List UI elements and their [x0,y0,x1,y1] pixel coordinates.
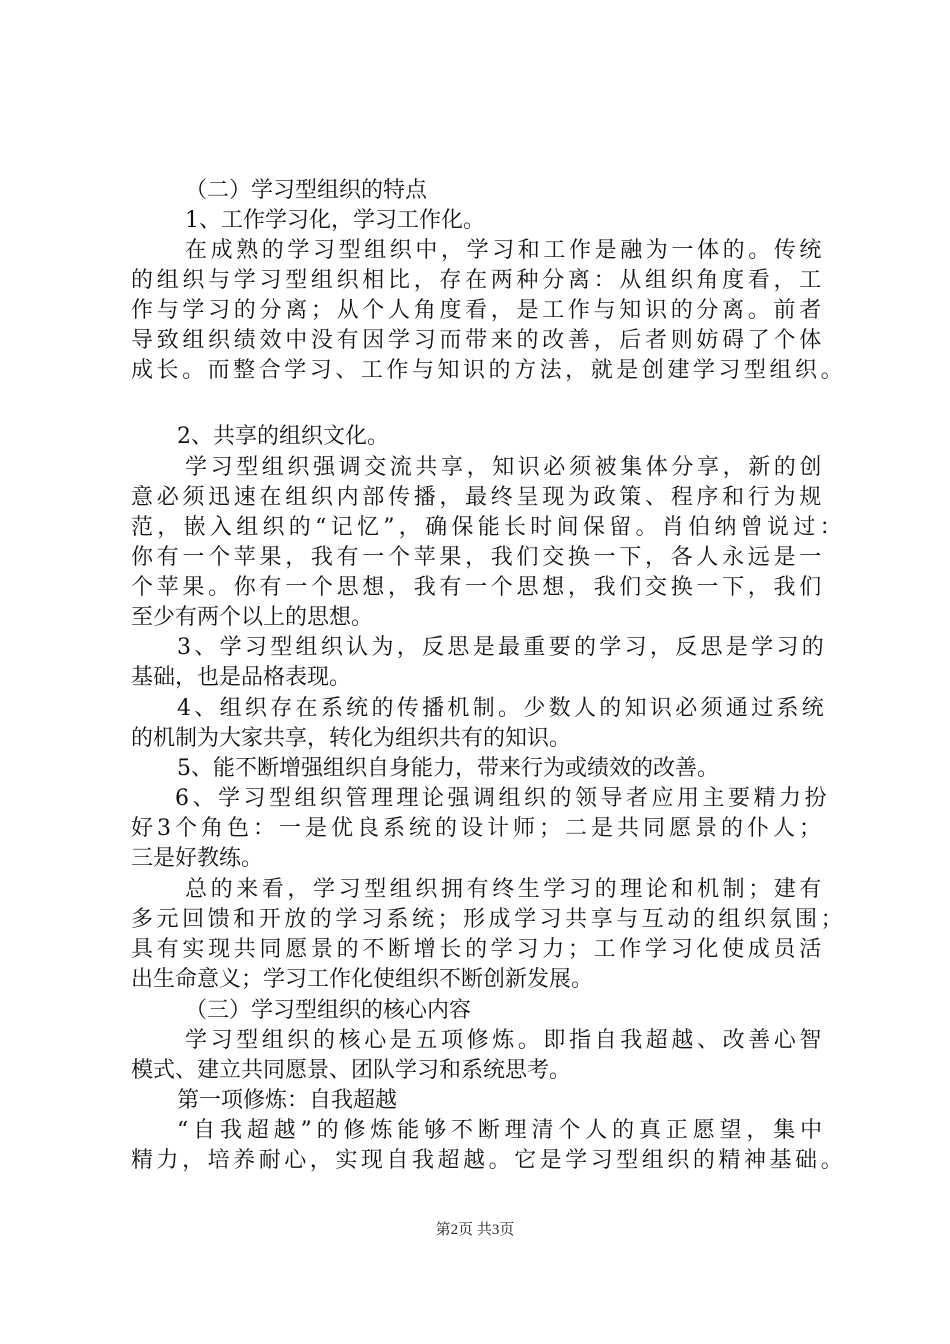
text-line: 学习型组织强调交流共享，知识必须被集体分享，新的创 [185,455,826,480]
text-line: 成长。而整合学习、工作与知识的方法，就是创建学习型组织。 [131,358,847,383]
text-line: 在成熟的学习型组织中，学习和工作是融为一体的。传统 [185,238,826,263]
text-line: 好3个角色：一是优良系统的设计师；二是共同愿景的仆人； [131,816,825,841]
text-line: 5、能不断增强组织自身能力，带来行为或绩效的改善。 [177,756,719,781]
text-line: 的组织与学习型组织相比，存在两种分离：从组织角度看，工 [131,268,825,293]
text-line: 个苹果。你有一个思想，我有一个思想，我们交换一下，我们 [131,575,825,600]
text-line: 至少有两个以上的思想。 [131,605,374,630]
text-line: 导致组织绩效中没有因学习而带来的改善，后者则妨碍了个体 [131,328,825,353]
text-line: 1、工作学习化，学习工作化。 [185,208,485,233]
text-line: 精力，培养耐心，实现自我超越。它是学习型组织的精神基础。 [131,1148,847,1173]
text-line: 你有一个苹果，我有一个苹果，我们交换一下，各人永远是一 [131,545,825,570]
text-line: 出生命意义；学习工作化使组织不断创新发展。 [131,967,594,992]
page-footer: 第2页 共3页 [435,1222,515,1238]
text-line: （二）学习型组织的特点 [185,178,428,203]
text-line: 作与学习的分离；从个人角度看，是工作与知识的分离。前者 [131,298,825,323]
text-line: 第一项修炼：自我超越 [177,1088,398,1113]
text-line: 2、共享的组织文化。 [177,424,389,449]
text-line: 意必须迅速在组织内部传播，最终呈现为政策、程序和行为规 [131,485,825,510]
text-line: 3、学习型组织认为，反思是最重要的学习，反思是学习的 [177,635,828,660]
text-line: “自我超越”的修炼能够不断理清个人的真正愿望，集中 [177,1118,827,1143]
text-line: 范，嵌入组织的“记忆”，确保能长时间保留。肖伯纳曾说过： [131,515,846,540]
text-line: （三）学习型组织的核心内容 [185,998,472,1023]
text-line: 模式、建立共同愿景、团队学习和系统思考。 [131,1058,572,1083]
text-line: 6、学习型组织管理理论强调组织的领导者应用主要精力扮 [175,786,830,811]
text-line: 学习型组织的核心是五项修炼。即指自我超越、改善心智 [185,1028,826,1053]
text-line: 具有实现共同愿景的不断增长的学习力；工作学习化使成员活 [131,937,825,962]
text-line: 基础，也是品格表现。 [131,665,352,690]
text-line: 三是好教练。 [131,846,264,871]
text-line: 总的来看，学习型组织拥有终生学习的理论和机制；建有 [185,877,826,902]
text-line: 多元回馈和开放的学习系统；形成学习共享与互动的组织氛围； [131,907,847,932]
text-line: 的机制为大家共享，转化为组织共有的知识。 [131,726,572,751]
text-line: 4、组织存在系统的传播机制。少数人的知识必须通过系统 [177,696,828,721]
